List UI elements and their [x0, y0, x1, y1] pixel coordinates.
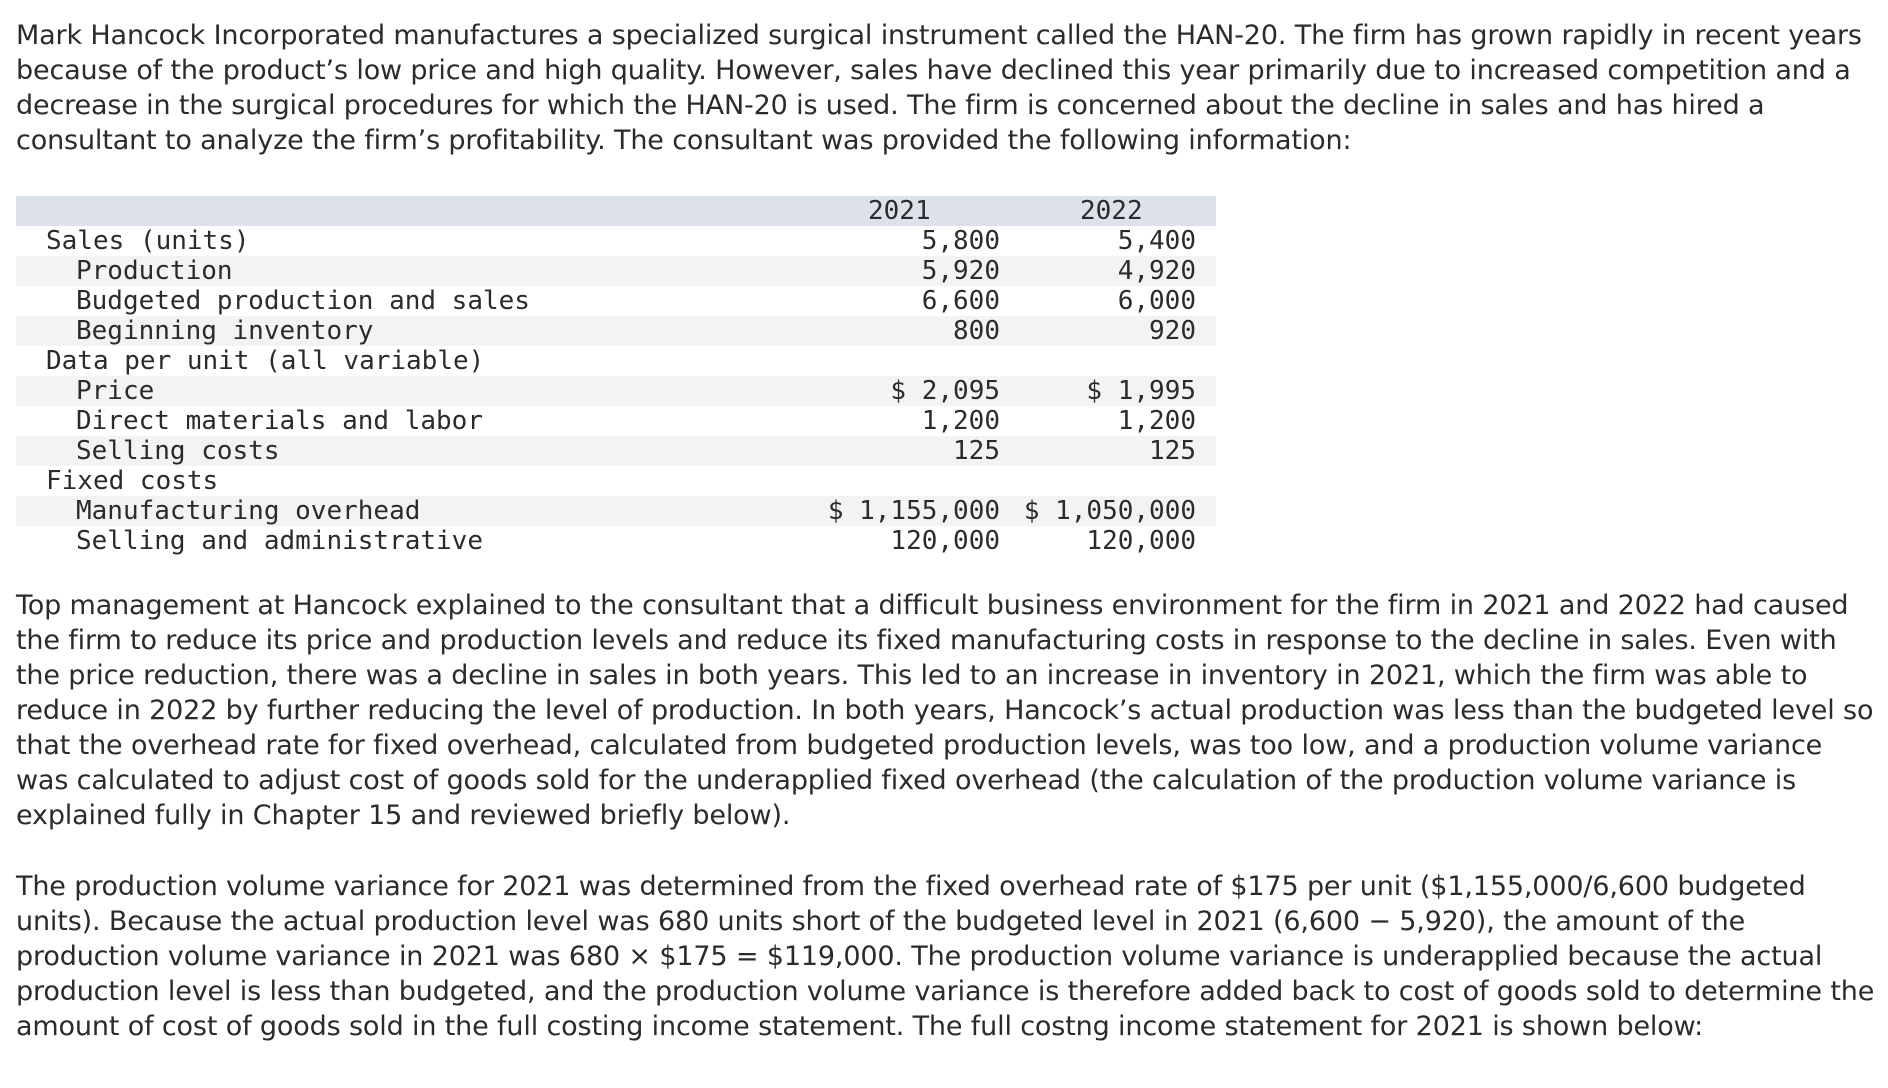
- value-2021: 5,920: [921, 256, 1000, 286]
- row-label: Price: [76, 376, 155, 406]
- table-row: [16, 526, 1216, 556]
- header-2022: 2022: [1080, 196, 1143, 226]
- row-label: Data per unit (all variable): [46, 346, 485, 376]
- value-2021: 6,600: [921, 286, 1000, 316]
- value-2022: 4,920: [1117, 256, 1196, 286]
- row-label: Selling and administrative: [76, 526, 483, 556]
- value-2021: 800: [953, 316, 1000, 346]
- value-2022: 5,400: [1117, 226, 1196, 256]
- table-row: [16, 496, 1216, 526]
- value-2021: 5,800: [921, 226, 1000, 256]
- financial-data-table: [16, 196, 1216, 556]
- table-row: [16, 286, 1216, 316]
- value-2022: 1,200: [1117, 406, 1196, 436]
- row-label: Direct materials and labor: [76, 406, 483, 436]
- value-2022: 920: [1149, 316, 1196, 346]
- value-2022: 6,000: [1117, 286, 1196, 316]
- value-2021: 125: [953, 436, 1000, 466]
- row-label: Beginning inventory: [76, 316, 374, 346]
- table-row: [16, 256, 1216, 286]
- table-row: [16, 346, 1216, 376]
- table-row: [16, 466, 1216, 496]
- row-label: Sales (units): [46, 226, 250, 256]
- table-row: [16, 316, 1216, 346]
- table-row: [16, 436, 1216, 466]
- value-2022: 120,000: [1086, 526, 1196, 556]
- row-label: Budgeted production and sales: [76, 286, 530, 316]
- header-2021: 2021: [868, 196, 931, 226]
- value-2021: 120,000: [890, 526, 1000, 556]
- value-2021: 1,200: [921, 406, 1000, 436]
- table-row: [16, 406, 1216, 436]
- row-label: Manufacturing overhead: [76, 496, 421, 526]
- table-row: [16, 226, 1216, 256]
- row-label: Fixed costs: [46, 466, 219, 496]
- value-2021: $ 2,095: [890, 376, 1000, 406]
- table-header-row: [16, 196, 1216, 226]
- row-label: Production: [76, 256, 233, 286]
- row-label: Selling costs: [76, 436, 280, 466]
- value-2022: $ 1,995: [1086, 376, 1196, 406]
- table-row: [16, 376, 1216, 406]
- intro-paragraph: Mark Hancock Incorporated manufactures a specialized surgical instrument called the HAN-20. The firm has grown rapidly in recent years because of the product’s low price and high quality. However, sales have declined this year primarily due to increased competition and a decrease in the surgical procedures for which the HAN-20 is used. The firm is concerned about the decline in sales and has hired a consultant to analyze the firm’s profitability. The consultant was provided the following information:: [16, 20, 1862, 156]
- volume-variance-paragraph: The production volume variance for 2021 was determined from the fixed overhead rate of $175 per unit ($1,155,000/6,600 budgeted units). Because the actual production level was 680 units short of the budgeted level in 2021 (6,600 − 5,920), the amount of the production volume variance in 2021 was 680 × $175 = $119,000. The production volume variance is underapplied because the actual production level is less than budgeted, and the production volume variance is therefore added back to cost of goods sold to determine the amount of cost of goods sold in the full costing income statement. The full costng income statement for 2021 is shown below:: [16, 871, 1875, 1042]
- value-2022: 125: [1149, 436, 1196, 466]
- value-2022: $ 1,050,000: [1023, 496, 1196, 526]
- management-explanation-paragraph: Top management at Hancock explained to the consultant that a difficult business environment for the firm in 2021 and 2022 had caused the firm to reduce its price and production levels and reduce its fixed manufacturing costs in response to the decline in sales. Even with the price reduction, there was a decline in sales in both years. This led to an increase in inventory in 2021, which the firm was able to reduce in 2022 by further reducing the level of production. In both years, Hancock’s actual production was less than the budgeted level so that the overhead rate for fixed overhead, calculated from budgeted production levels, was too low, and a production volume variance was calculated to adjust cost of goods sold for the underapplied fixed overhead (the calculation of the production volume variance is explained fully in Chapter 15 and reviewed briefly below).: [16, 590, 1874, 831]
- value-2021: $ 1,155,000: [827, 496, 1000, 526]
